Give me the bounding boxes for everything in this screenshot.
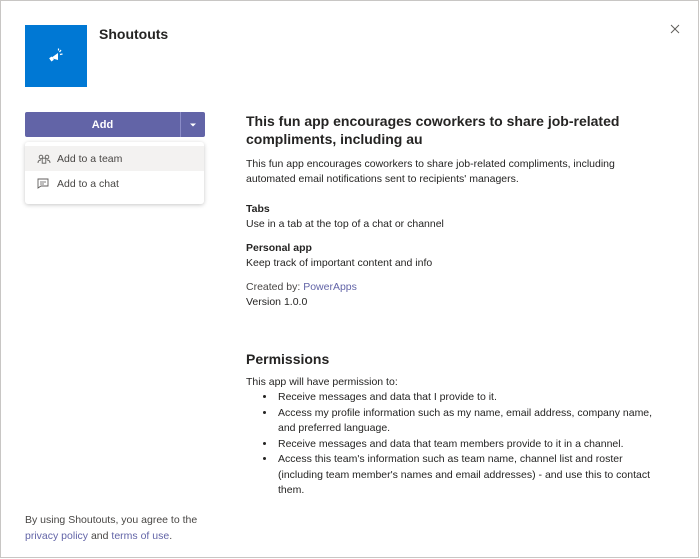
terms-prefix: By using Shoutouts, you agree to the <box>25 514 198 526</box>
app-version: Version 1.0.0 <box>246 296 308 308</box>
app-headline: This fun app encourages coworkers to share job-related compliments, including au <box>246 113 620 147</box>
terms-and: and <box>90 529 109 542</box>
capability-text-personal-app: Keep track of important content and info <box>246 257 433 269</box>
permission-item: • Receive messages and data that I provide to it. <box>276 390 656 406</box>
app-icon <box>25 25 87 87</box>
app-details-panel <box>246 112 656 499</box>
created-by-label: Created by: <box>246 281 301 293</box>
permission-item: • Receive messages and data that team members provide to it in a channel. <box>276 437 656 453</box>
permissions-heading: Permissions <box>246 351 330 367</box>
capability-title-tabs: Tabs <box>246 203 270 215</box>
permissions-intro: This app will have permission to: <box>246 376 398 388</box>
capability-text-tabs: Use in a tab at the top of a chat or channel <box>246 218 444 230</box>
chat-icon <box>37 178 51 190</box>
team-icon <box>37 153 51 165</box>
add-options-button[interactable] <box>181 112 205 137</box>
terms-suffix: . <box>169 529 173 542</box>
created-by <box>246 280 656 295</box>
app-description: This fun app encourages coworkers to share job-related compliments, including automated email notifications sent to recipients' managers. <box>246 158 615 185</box>
permission-item: • Access this team's information such as team name, channel list and roster (including team member's names and email addresses) - and use this to contact them. <box>276 452 656 499</box>
megaphone-icon <box>47 47 65 65</box>
close-icon <box>670 24 680 34</box>
chevron-down-icon <box>189 122 197 128</box>
privacy-policy-link[interactable]: privacy policy <box>25 529 89 542</box>
close-button[interactable] <box>667 21 683 37</box>
app-title: Shoutouts <box>99 26 169 42</box>
publisher-link[interactable]: PowerApps <box>303 281 357 293</box>
menu-item-add-to-team[interactable] <box>25 146 204 171</box>
menu-item-label: Add to a team <box>57 152 123 165</box>
add-button[interactable]: Add <box>25 112 180 137</box>
terms-of-use-link[interactable]: terms of use <box>111 529 170 542</box>
add-split-button <box>25 112 205 137</box>
terms-footer <box>25 513 225 544</box>
add-options-menu <box>25 142 204 204</box>
menu-item-add-to-chat[interactable] <box>25 171 204 196</box>
permissions-list <box>246 390 656 499</box>
permission-item: • Access my profile information such as my name, email address, company name, and preferred language. <box>276 406 656 437</box>
menu-item-label: Add to a chat <box>57 177 119 190</box>
capability-title-personal-app: Personal app <box>246 242 312 254</box>
